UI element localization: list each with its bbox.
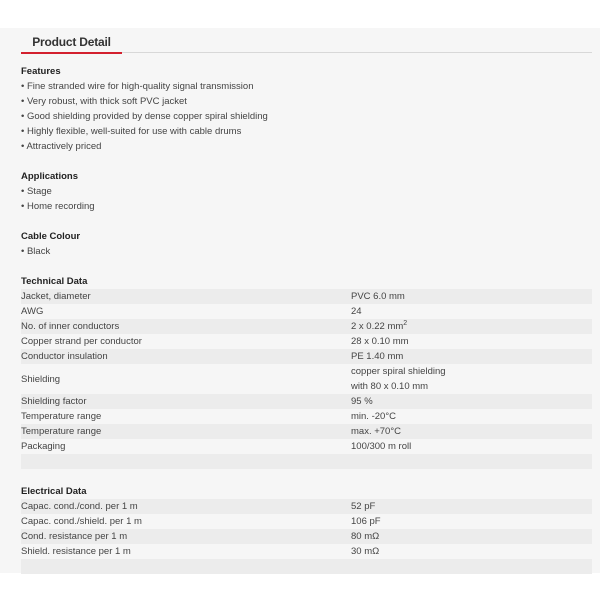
row-value: 80 mΩ <box>351 529 592 544</box>
row-label: Temperature range <box>21 424 351 439</box>
row-value-line: with 80 x 0.10 mm <box>351 381 429 392</box>
table-row-empty <box>21 559 592 574</box>
row-value: 24 <box>351 306 362 317</box>
product-detail-panel <box>0 28 600 573</box>
row-label: Shielding <box>21 373 61 385</box>
product-detail-content <box>21 64 592 574</box>
table-row <box>21 319 592 334</box>
table-row <box>21 439 592 454</box>
table-row <box>21 334 592 349</box>
row-value: 30 mΩ <box>351 546 380 557</box>
technical-data-heading: Technical Data <box>21 276 88 287</box>
row-value-text: 2 x 0.22 mm <box>351 321 404 332</box>
list-item: • Home recording <box>21 199 592 214</box>
list-item: • Stage <box>21 184 592 199</box>
tab-bar <box>21 32 592 53</box>
electrical-data-heading: Electrical Data <box>21 486 87 497</box>
row-label: Shielding factor <box>21 394 351 409</box>
applications-heading: Applications <box>21 171 79 182</box>
row-value: 95 % <box>351 394 592 409</box>
cable-colour-list <box>21 244 592 259</box>
technical-data-table <box>21 274 592 469</box>
row-value <box>351 319 592 334</box>
row-label: Jacket, diameter <box>21 289 351 304</box>
table-row <box>21 394 592 409</box>
list-item: • Black <box>21 244 592 259</box>
row-value: 106 pF <box>351 516 381 527</box>
table-row <box>21 514 592 529</box>
table-row-empty <box>21 454 592 469</box>
row-value-line: copper spiral shielding <box>351 366 446 377</box>
row-value: PVC 6.0 mm <box>351 289 592 304</box>
row-value: 52 pF <box>351 499 592 514</box>
table-row <box>21 544 592 559</box>
table-row <box>21 349 592 364</box>
table-row <box>21 364 592 394</box>
table-row <box>21 409 592 424</box>
tab-product-detail[interactable]: Product Detail <box>21 32 122 54</box>
cable-colour-heading: Cable Colour <box>21 231 81 242</box>
row-value-superscript: 2 <box>403 319 408 327</box>
row-label: Copper strand per conductor <box>21 336 142 347</box>
table-row <box>21 424 592 439</box>
list-item: • Attractively priced <box>21 139 592 154</box>
row-value: PE 1.40 mm <box>351 349 592 364</box>
table-row <box>21 529 592 544</box>
row-value: min. -20°C <box>351 411 396 422</box>
applications-list <box>21 184 592 214</box>
row-value: max. +70°C <box>351 424 592 439</box>
row-value <box>351 364 592 394</box>
features-list <box>21 79 592 154</box>
row-label: Conductor insulation <box>21 349 351 364</box>
table-row <box>21 289 592 304</box>
list-item: • Highly flexible, well-suited for use with cable drums <box>21 124 592 139</box>
row-label: AWG <box>21 306 44 317</box>
row-label: Cond. resistance per 1 m <box>21 529 351 544</box>
list-item: • Fine stranded wire for high-quality signal transmission <box>21 79 592 94</box>
row-label: Capac. cond./shield. per 1 m <box>21 516 142 527</box>
row-value: 28 x 0.10 mm <box>351 336 409 347</box>
list-item: • Very robust, with thick soft PVC jacket <box>21 94 592 109</box>
table-row <box>21 499 592 514</box>
table-row <box>21 304 592 319</box>
list-item: • Good shielding provided by dense copper spiral shielding <box>21 109 592 124</box>
row-value: 100/300 m roll <box>351 441 412 452</box>
features-heading: Features <box>21 66 61 77</box>
row-label: No. of inner conductors <box>21 319 351 334</box>
electrical-data-table <box>21 484 592 574</box>
row-label: Packaging <box>21 441 66 452</box>
row-label: Capac. cond./cond. per 1 m <box>21 499 351 514</box>
row-label: Shield. resistance per 1 m <box>21 546 131 557</box>
row-label: Temperature range <box>21 411 102 422</box>
